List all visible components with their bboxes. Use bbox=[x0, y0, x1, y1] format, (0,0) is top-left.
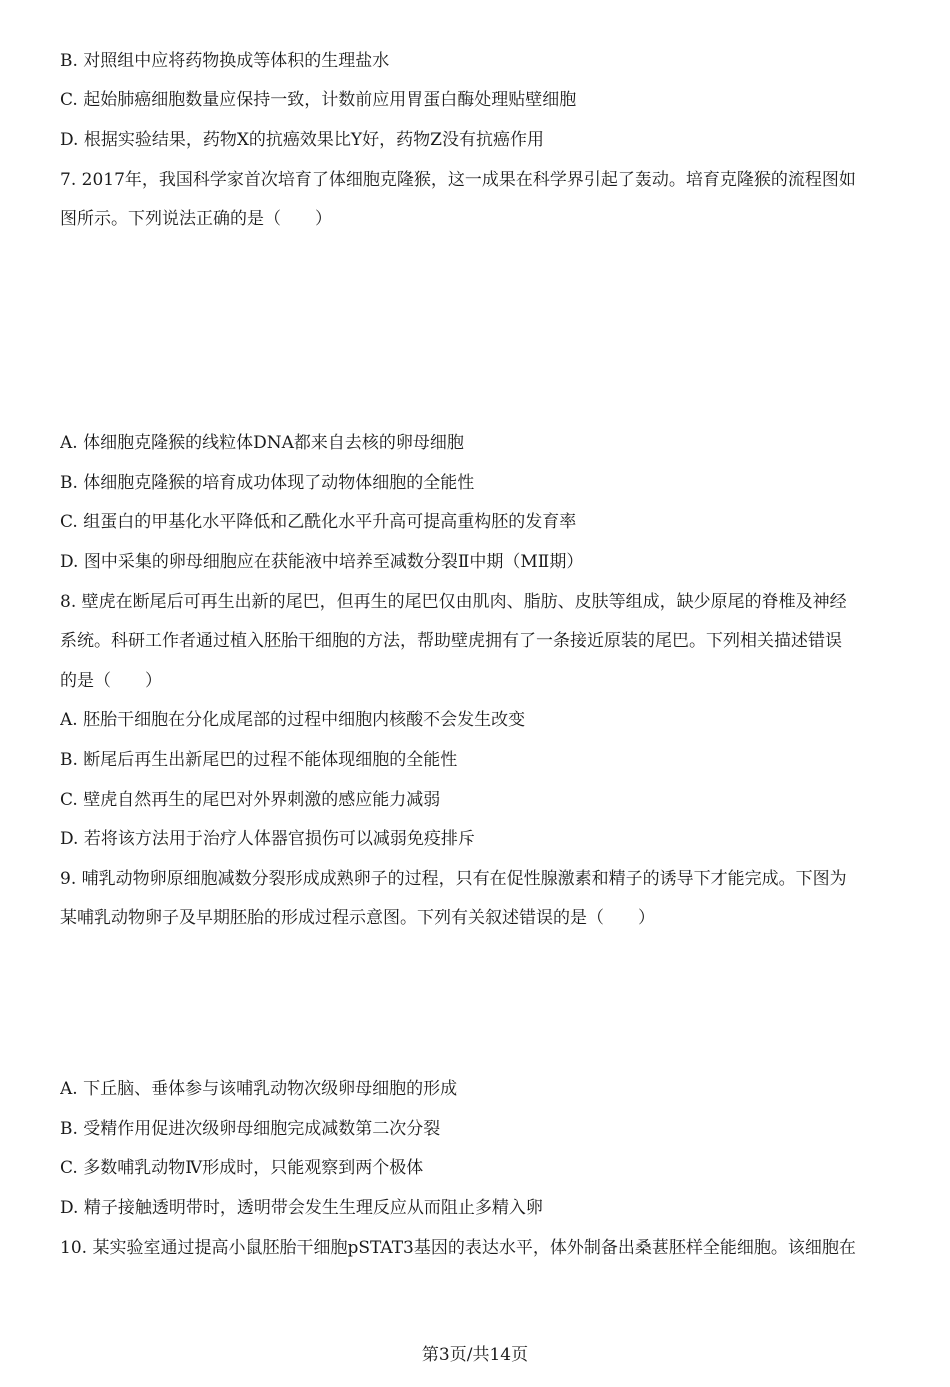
q8-stem-line-1: 8. 壁虎在断尾后可再生出新的尾巴，但再生的尾巴仅由肌肉、脂肪、皮肤等组成，缺少原尾的脊椎及神经 bbox=[60, 592, 847, 612]
q7-option-a: A. 体细胞克隆猴的线粒体DNA都来自去核的卵母细胞 bbox=[60, 433, 464, 453]
page-number: 第3页/共14页 bbox=[421, 1345, 529, 1365]
q7-stem-line-2: 图所示。下列说法正确的是（ ） bbox=[60, 209, 332, 229]
q8-stem-line-3: 的是（ ） bbox=[60, 671, 162, 691]
q8-option-c: C. 壁虎自然再生的尾巴对外界刺激的感应能力减弱 bbox=[60, 790, 441, 810]
q6-option-b: B. 对照组中应将药物换成等体积的生理盐水 bbox=[60, 51, 390, 71]
q7-figure-area bbox=[60, 240, 890, 420]
q9-option-b: B. 受精作用促进次级卵母细胞完成减数第二次分裂 bbox=[60, 1119, 441, 1139]
q9-stem-line-2: 某哺乳动物卵子及早期胚胎的形成过程示意图。下列有关叙述错误的是（ ） bbox=[60, 908, 655, 928]
q6-option-d: D. 根据实验结果，药物X的抗癌效果比Y好，药物Z没有抗癌作用 bbox=[60, 130, 544, 150]
q8-option-a: A. 胚胎干细胞在分化成尾部的过程中细胞内核酸不会发生改变 bbox=[60, 710, 526, 730]
q9-option-c: C. 多数哺乳动物Ⅳ形成时，只能观察到两个极体 bbox=[60, 1158, 424, 1178]
q7-option-d: D. 图中采集的卵母细胞应在获能液中培养至减数分裂Ⅱ中期（MⅡ期） bbox=[60, 552, 584, 572]
q9-option-a: A. 下丘脑、垂体参与该哺乳动物次级卵母细胞的形成 bbox=[60, 1079, 458, 1099]
q10-stem-line-1: 10. 某实验室通过提高小鼠胚胎干细胞pSTAT3基因的表达水平，体外制备出桑葚胚样全能细胞。该细胞在 bbox=[60, 1238, 856, 1258]
q7-option-c: C. 组蛋白的甲基化水平降低和乙酰化水平升高可提高重构胚的发育率 bbox=[60, 512, 577, 532]
q9-figure-area bbox=[60, 940, 890, 1070]
q8-option-d: D. 若将该方法用于治疗人体器官损伤可以减弱免疫排斥 bbox=[60, 829, 475, 849]
q6-option-c: C. 起始肺癌细胞数量应保持一致，计数前应用胃蛋白酶处理贴壁细胞 bbox=[60, 90, 577, 110]
q7-option-b: B. 体细胞克隆猴的培育成功体现了动物体细胞的全能性 bbox=[60, 473, 475, 493]
q8-option-b: B. 断尾后再生出新尾巴的过程不能体现细胞的全能性 bbox=[60, 750, 458, 770]
q9-option-d: D. 精子接触透明带时，透明带会发生生理反应从而阻止多精入卵 bbox=[60, 1198, 543, 1218]
q9-stem-line-1: 9. 哺乳动物卵原细胞减数分裂形成成熟卵子的过程，只有在促性腺激素和精子的诱导下才能完成。下图为 bbox=[60, 869, 847, 889]
q8-stem-line-2: 系统。科研工作者通过植入胚胎干细胞的方法，帮助壁虎拥有了一条接近原装的尾巴。下列相关描述错误 bbox=[60, 631, 842, 651]
q7-stem-line-1: 7. 2017年，我国科学家首次培育了体细胞克隆猴，这一成果在科学界引起了轰动。培育克隆猴的流程图如 bbox=[60, 170, 856, 190]
